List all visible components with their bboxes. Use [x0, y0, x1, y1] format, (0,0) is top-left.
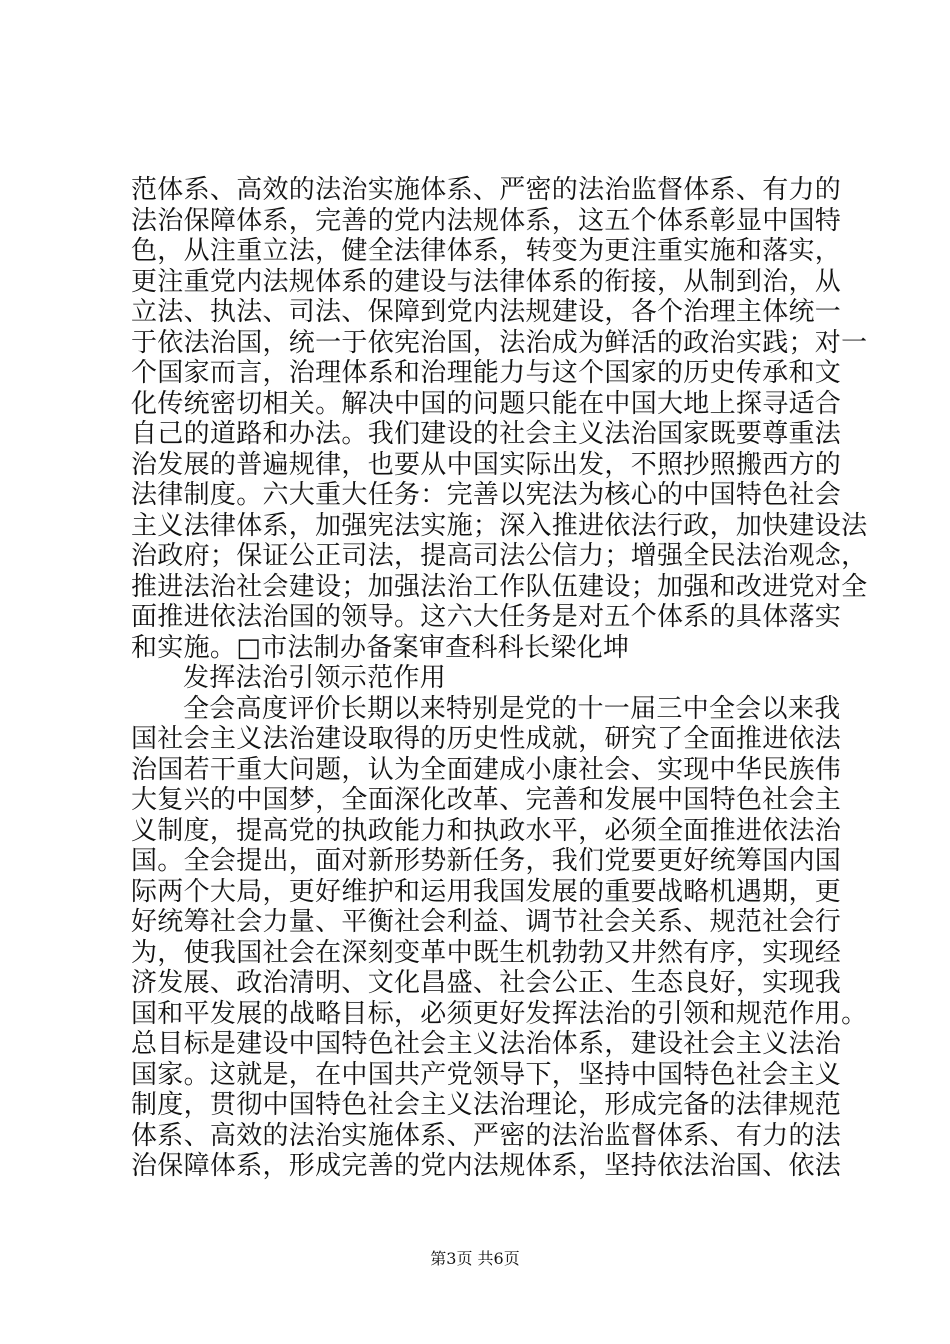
text-line: 制度，贯彻中国特色社会主义法治理论，形成完备的法律规范: [131, 1090, 842, 1120]
text-line: 治保障体系，形成完善的党内法规体系，坚持依法治国、依法: [131, 1151, 842, 1181]
text-line: 国社会主义法治建设取得的历史性成就，研究了全面推进依法: [131, 724, 842, 754]
text-line: 立法、执法、司法、保障到党内法规建设，各个治理主体统一: [131, 297, 842, 327]
text-line: 个国家而言，治理体系和治理能力与这个国家的历史传承和文: [131, 358, 842, 388]
text-line: 治政府；保证公正司法，提高司法公信力；增强全民法治观念，: [131, 541, 868, 571]
text-line: 法治保障体系，完善的党内法规体系，这五个体系彰显中国特: [131, 205, 842, 236]
text-line: 大复兴的中国梦，全面深化改革、完善和发展中国特色社会主: [131, 785, 842, 815]
text-line: 国家。这就是，在中国共产党领导下，坚持中国特色社会主义: [131, 1059, 842, 1090]
paragraph-first-line: 全会高度评价长期以来特别是党的十一届三中全会以来我: [183, 693, 841, 724]
text-line: 国和平发展的战略目标，必须更好发挥法治的引领和规范作用。: [131, 998, 868, 1029]
text-line: 更注重党内法规体系的建设与法律体系的衔接，从制到治，从: [131, 266, 842, 297]
text-line: 推进法治社会建设；加强法治工作队伍建设；加强和改进党对全: [131, 571, 868, 602]
text-line: 面推进依法治国的领导。这六大任务是对五个体系的具体落实: [131, 602, 842, 632]
text-line: 和实施。□市法制办备案审查科科长梁化坤: [131, 632, 630, 663]
text-line: 于依法治国，统一于依宪治国，法治成为鲜活的政治实践；对一: [131, 327, 868, 358]
text-line: 际两个大局，更好维护和运用我国发展的重要战略机遇期，更: [131, 876, 842, 907]
text-line: 好统筹社会力量、平衡社会利益、调节社会关系、规范社会行: [131, 907, 842, 937]
text-line: 济发展、政治清明、文化昌盛、社会公正、生态良好，实现我: [131, 968, 842, 998]
text-line: 范体系、高效的法治实施体系、严密的法治监督体系、有力的: [131, 175, 842, 205]
document-body: [131, 175, 868, 1182]
page-footer: [0, 1246, 950, 1269]
text-line: 总目标是建设中国特色社会主义法治体系，建设社会主义法治: [131, 1029, 842, 1059]
text-line: 义制度，提高党的执政能力和执政水平，必须全面推进依法治: [131, 815, 842, 846]
text-line: 体系、高效的法治实施体系、严密的法治监督体系、有力的法: [131, 1120, 842, 1151]
text-line: 国。全会提出，面对新形势新任务，我们党要更好统筹国内国: [131, 846, 842, 876]
text-line: 治国若干重大问题，认为全面建成小康社会、实现中华民族伟: [131, 754, 842, 785]
text-line: 治发展的普遍规律，也要从中国实际出发，不照抄照搬西方的: [131, 449, 842, 480]
text-line: 主义法律体系，加强宪法实施；深入推进依法行政，加快建设法: [131, 510, 868, 541]
text-line: 色，从注重立法，健全法律体系，转变为更注重实施和落实，: [131, 236, 842, 266]
text-line: 自己的道路和办法。我们建设的社会主义法治国家既要尊重法: [131, 419, 842, 449]
page-number-label: 第3页 共6页: [430, 1249, 520, 1268]
text-line: 法律制度。六大重大任务：完善以宪法为核心的中国特色社会: [131, 480, 842, 510]
text-line: 为，使我国社会在深刻变革中既生机勃勃又井然有序，实现经: [131, 937, 842, 968]
section-heading: 发挥法治引领示范作用: [183, 663, 447, 693]
text-line: 化传统密切相关。解决中国的问题只能在中国大地上探寻适合: [131, 388, 842, 419]
